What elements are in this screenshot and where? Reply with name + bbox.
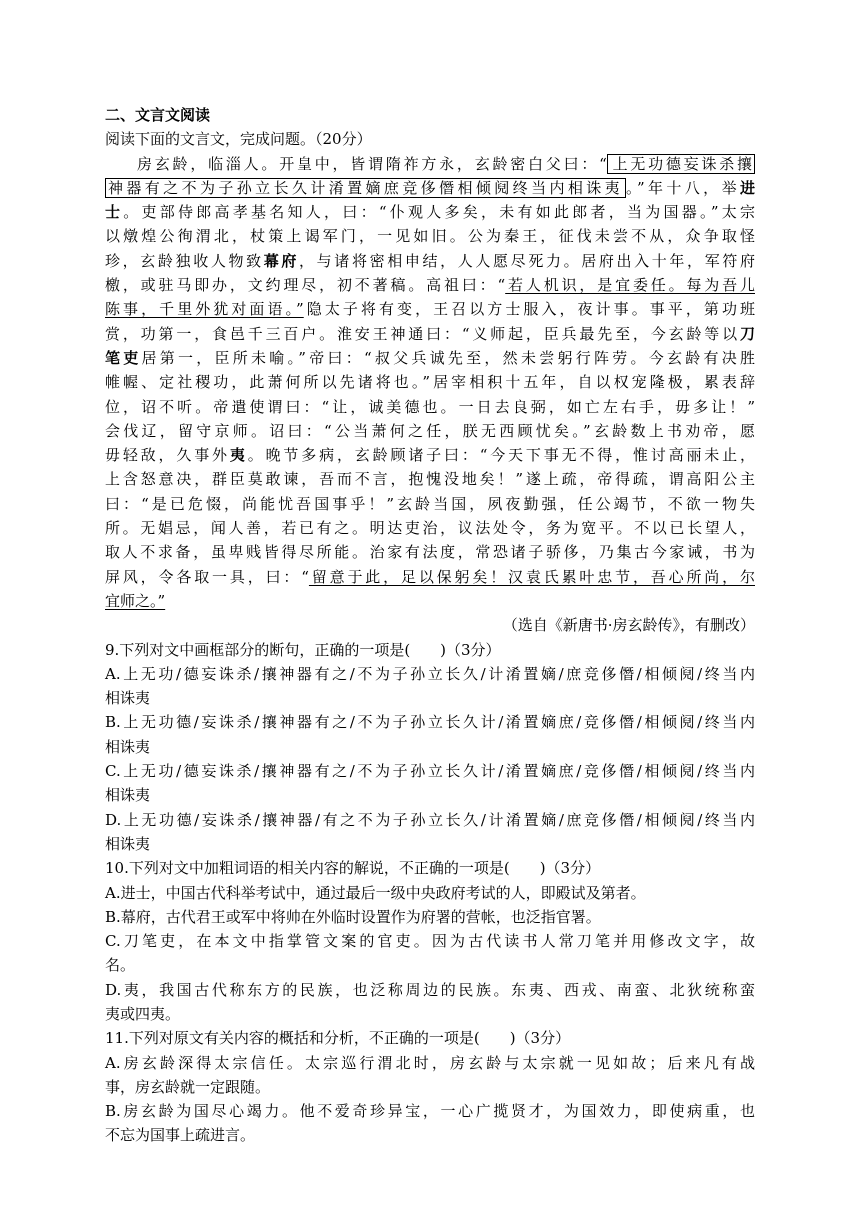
passage-line	[105, 370, 755, 394]
passage-text: 位，诏不听。帝遣使谓曰：“让，诚美德也。一日去良弼，如亡左右手，毋多让！”	[105, 397, 755, 416]
passage-text: 帷幄、定社稷功，此萧何所以先诸将也。”居宰相积十五年，自以权宠隆极，累表辞	[105, 373, 755, 392]
passage-line	[105, 297, 755, 321]
passage-text: 赏，功第一，食邑千三百户。淮安王神通曰：“义师起，臣兵最先至，今玄龄等以	[105, 324, 740, 343]
source-citation: （选自《新唐书·房玄龄传》，有删改）	[502, 616, 755, 635]
passage	[105, 152, 755, 614]
boxed-text: 上无功德妄诛杀攘	[607, 154, 755, 174]
bold-term: 幕府	[263, 251, 300, 270]
passage-text: 房玄龄，临淄人。开皇中，皆谓隋祚方永，玄龄密白父曰：“	[137, 154, 607, 173]
underlined-text: 留意于此，足以保躬矣！汉袁氏累叶忠节，吾心所尚，尔	[308, 567, 755, 586]
question-10-option: 名。	[105, 956, 136, 975]
passage-text: 所。无娼忌，闻人善，若已有之。明达吏治，议法处令，务为宽平。不以已长望人，	[105, 519, 755, 538]
question-11-option: B.房玄龄为国尽心竭力。他不爱奇珍异宝，一心广揽贤才，为国效力，即使病重，也	[105, 1102, 755, 1121]
passage-text: 会伐辽，留守京师。诏曰：“公当萧何之任，朕无西顾忧矣。”玄龄数上书劝帝，愿	[105, 421, 755, 440]
question-9-option: B.上无功德/妄诛杀/攘神器有之/不为子孙立长久计/淆置嫡庶/竞侈僭/相倾阋/终当内	[105, 713, 755, 732]
passage-text: ，与诸将密相申结，人人愿尽死力。居府出入十年，军符府	[299, 251, 755, 270]
question-10-option: C.刀笔吏，在本文中指掌管文案的官吏。因为古代读书人常刀笔并用修改文字，故	[105, 932, 755, 951]
passage-text: 珍，玄龄独收人物致	[105, 251, 264, 270]
question-9-option: 相诛夷	[105, 737, 151, 756]
passage-text: 。吏部侍郎高孝基名知人，曰：“仆观人多矣，未有如此郎者，当为国器。”太宗	[123, 203, 755, 222]
question-9-option: D.上无功德/妄诛杀/攘神器/有之不为子孙立长久/计淆置嫡/庶竞侈僭/相倾阋/终当内	[105, 810, 755, 829]
question-9-option: 相诛夷	[105, 834, 151, 853]
question-9-option: 相诛夷	[105, 689, 151, 708]
instruction: 阅读下面的文言文，完成问题。（20分）	[105, 130, 372, 149]
passage-text: 居第一，臣所未喻。”帝曰：“叔父兵诚先至，然未尝躬行阵劳。今玄龄有决胜	[141, 348, 755, 367]
passage-text: 曰：“是已危惙，尚能忧吾国事乎！”玄龄当国，夙夜勤强，任公竭节，不欲一物失	[105, 494, 755, 513]
passage-text: 。晚节多病，玄龄顾诸子曰：“今天下事无不得，惟讨高丽未止，	[247, 446, 755, 465]
boxed-text: 神器有之不为子孙立长久计淆置嫡庶竞侈僭相倾阋终当内相诛夷	[105, 178, 626, 198]
document-page	[105, 103, 755, 1148]
question-9-option: 相诛夷	[105, 786, 151, 805]
question-9	[105, 638, 755, 857]
question-9-stem: 9.下列对文中画框部分的断句，正确的一项是( )（3分）	[105, 640, 501, 659]
question-9-option: A.上无功/德妄诛杀/攘神器有之/不为子孙立长久/计淆置嫡/庶竞侈僭/相倾阋/终当内	[105, 664, 755, 683]
question-10	[105, 856, 755, 1026]
passage-line	[105, 395, 755, 419]
section-title: 二、文言文阅读	[105, 106, 211, 124]
passage-line	[105, 273, 755, 297]
passage-line	[105, 419, 755, 443]
bold-term: 夷	[229, 446, 248, 465]
passage-line	[105, 443, 755, 467]
bold-term: 士	[105, 203, 124, 222]
question-11-stem: 11.下列对原文有关内容的概括和分析，不正确的一项是( )（3分）	[105, 1029, 571, 1048]
passage-line	[105, 492, 755, 516]
passage-text: 上含怒意决，群臣莫敢谏，吾而不言，抱愧没地矣！”遂上疏，帝得疏，谓高阳公主	[105, 470, 755, 489]
underlined-text: 宜师之。”	[105, 591, 166, 610]
bold-term: 刀	[739, 324, 755, 343]
passage-line	[105, 249, 755, 273]
passage-text: 。”年十八，举	[626, 178, 740, 197]
passage-line	[105, 467, 755, 491]
passage-text: 隐太子将有变，王召以方士服入，夜计事。事平，第功班	[303, 300, 755, 319]
question-11	[105, 1026, 755, 1147]
passage-line	[105, 322, 755, 346]
question-11-option: 事，房玄龄就一定跟随。	[105, 1077, 271, 1096]
passage-line	[105, 540, 755, 564]
passage-text: 屏风，令各取一具，曰：“	[105, 567, 309, 586]
passage-line	[105, 200, 755, 224]
passage-text: 毋轻敌，久事外	[105, 446, 230, 465]
question-10-option: 夷或四夷。	[105, 1004, 181, 1023]
passage-line	[105, 346, 755, 370]
passage-text: 檄，或驻马即办，文约理尽，初不著稿。高祖曰：“	[105, 276, 506, 295]
passage-text: 以燉煌公徇渭北，杖策上谒军门，一见如旧。公为秦王，征伐未尝不从，众争取怪	[105, 227, 755, 246]
underlined-text: 陈事，千里外犹对面语。”	[105, 300, 304, 319]
underlined-text: 若人机识，是宜委任。每为吾儿	[505, 276, 755, 295]
question-11-option: A.房玄龄深得太宗信任。太宗巡行渭北时，房玄龄与太宗就一见如故；后来凡有战	[105, 1053, 755, 1072]
bold-term: 笔吏	[105, 348, 142, 367]
passage-line	[105, 589, 755, 613]
passage-text: 取人不求备，虽卑贱皆得尽所能。治家有法度，常恐诸子骄侈，乃集古今家诫，书为	[105, 543, 755, 562]
question-10-stem: 10.下列对文中加粗词语的相关内容的解说，不正确的一项是( )（3分）	[105, 859, 601, 878]
passage-line	[105, 152, 755, 176]
passage-line	[105, 565, 755, 589]
question-10-option: D.夷，我国古代称东方的民族，也泛称周边的民族。东夷、西戎、南蛮、北狄统称蛮	[105, 980, 755, 999]
passage-line	[105, 224, 755, 248]
question-9-option: C.上无功/德妄诛杀/攘神器有之/不为子孙立长久计/淆置嫡庶/竞侈僭/相倾阋/终当内	[105, 762, 755, 781]
question-10-option: A.进士，中国古代科举考试中，通过最后一级中央政府考试的人，即殿试及第者。	[105, 883, 646, 902]
question-10-option: B.幕府，古代君王或军中将帅在外临时设置作为府署的营帐，也泛指官署。	[105, 907, 601, 926]
question-11-option: 不忘为国事上疏进言。	[105, 1126, 256, 1145]
bold-term: 进	[739, 178, 755, 197]
passage-line	[105, 176, 755, 200]
passage-line	[105, 516, 755, 540]
